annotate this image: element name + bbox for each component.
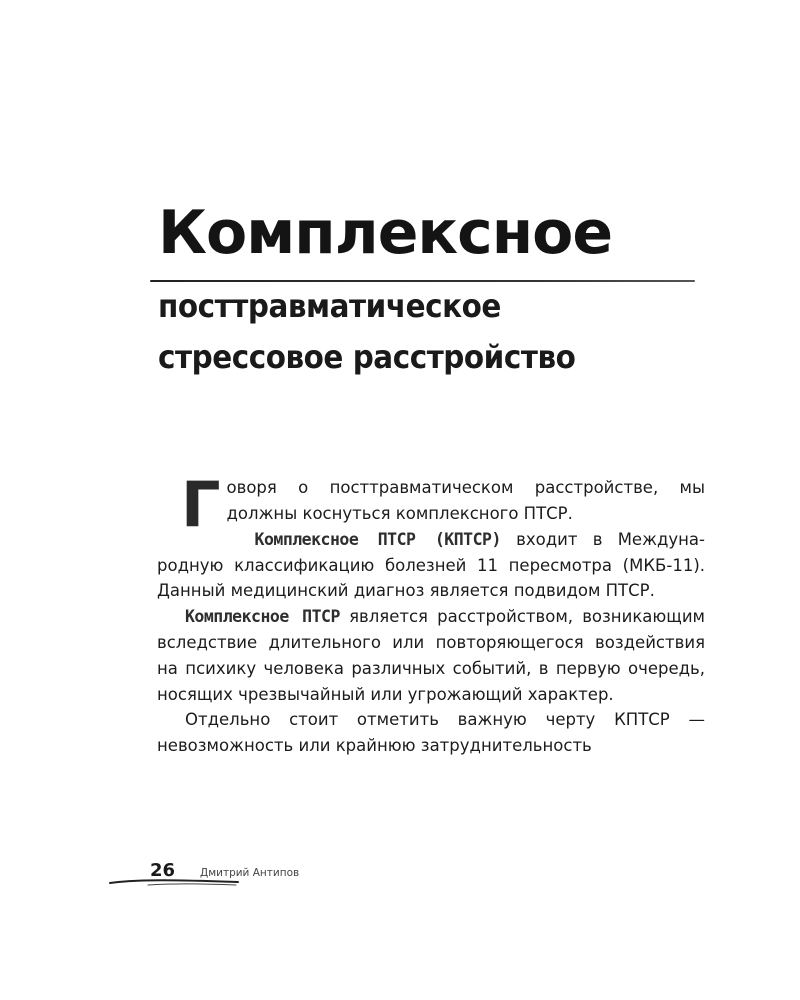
term-highlight: Комплексное ПТСР (КПТСР) — [254, 529, 501, 549]
term-highlight: Комплексное ПТСР — [185, 607, 340, 627]
chapter-subtitle-line2: стрессовое расстройство — [158, 338, 576, 376]
paragraph-1-text: оворя о посттравматическом расстройстве, мы должны коснуться комплексного ПТСР. — [226, 478, 705, 523]
paragraph-3-text: является расстройством, возникающим вследствие длительного или повторяющегося воздействия на психику человека различных событий, в первую очередь, носящих чрезвычайный или угрожающий характер. — [157, 607, 705, 704]
running-footer-author: Дмитрий Антипов — [200, 867, 300, 879]
paragraph-2 — [157, 527, 705, 604]
body-text — [157, 468, 705, 759]
chapter-subtitle-line1: посттравматическое — [158, 287, 501, 325]
paragraph-2-text: входит в Международную классификацию болезней 11 пересмотра (МКБ-11). Данный медицинский диагноз является подвидом ПТСР. — [157, 529, 705, 601]
page-number: 26 — [150, 860, 176, 881]
chapter-title: Комплексное — [158, 198, 613, 268]
footer-swoosh-decoration — [108, 876, 248, 888]
paragraph-4: Отдельно стоит отметить важную черту КПТСР — невозможность или крайнюю затруднительность — [157, 710, 705, 756]
title-underline — [150, 280, 695, 282]
drop-cap: Г — [181, 468, 221, 541]
paragraph-3 — [157, 604, 705, 707]
